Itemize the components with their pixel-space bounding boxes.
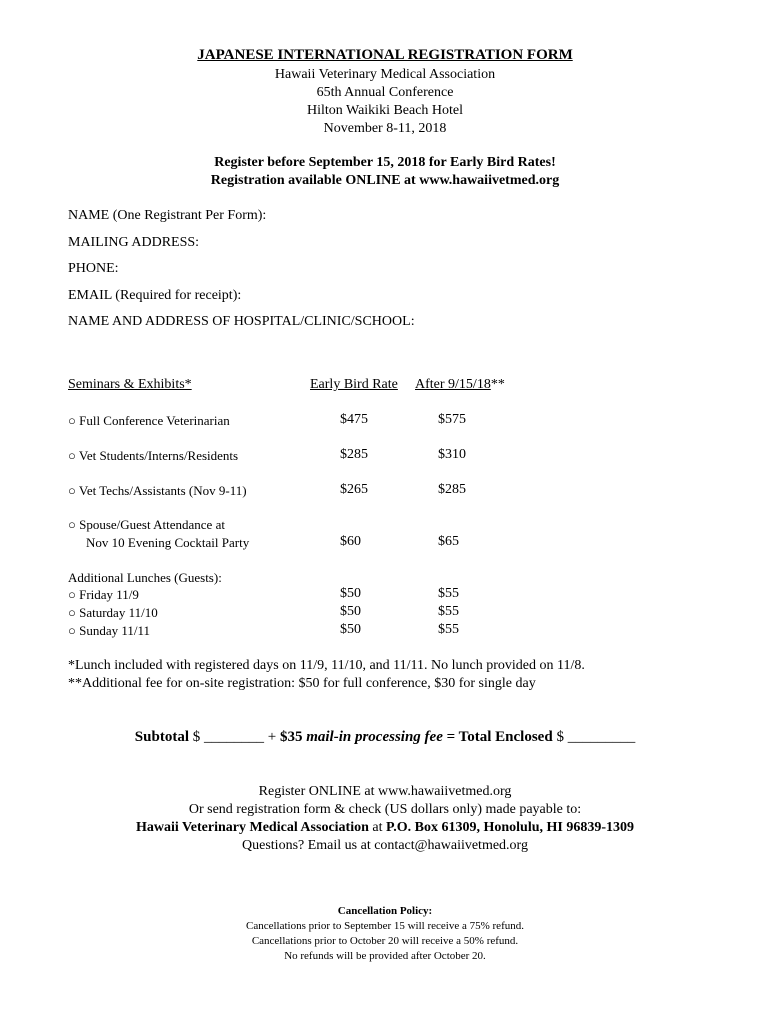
after-header xyxy=(415,377,505,393)
after-price: $310 xyxy=(438,447,466,462)
total-blank[interactable]: $ _________ xyxy=(556,729,636,745)
total-label: = Total Enclosed xyxy=(446,729,553,745)
after-price: $575 xyxy=(438,412,466,427)
seminars-header-label: Seminars & Exhibits* xyxy=(68,377,192,392)
early-price: $50 xyxy=(340,586,361,601)
header-line: Hilton Waikiki Beach Hotel xyxy=(306,103,464,118)
option-vet-techs[interactable]: ○ Vet Techs/Assistants (Nov 9-11) xyxy=(68,483,247,498)
phone-field[interactable]: PHONE: xyxy=(68,261,119,276)
form-title: JAPANESE INTERNATIONAL REGISTRATION FORM xyxy=(197,47,573,63)
early-bird-line: Register before September 15, 2018 for Early Bird Rates! xyxy=(214,155,556,170)
early-bird-header: Early Bird Rate xyxy=(310,377,398,392)
option-spouse-guest-detail: Nov 10 Evening Cocktail Party xyxy=(86,535,250,550)
option-spouse-guest[interactable]: ○ Spouse/Guest Attendance at xyxy=(68,517,225,532)
email-field[interactable]: EMAIL (Required for receipt): xyxy=(68,288,242,303)
after-price: $285 xyxy=(438,482,466,497)
footer-block xyxy=(0,783,770,855)
option-lunch-saturday[interactable]: ○ Saturday 11/10 xyxy=(68,605,158,620)
option-full-conference[interactable]: ○ Full Conference Veterinarian xyxy=(68,413,230,428)
after-price: $55 xyxy=(438,604,459,619)
processing-fee-text: mail-in processing fee xyxy=(306,729,443,745)
after-price: $65 xyxy=(438,534,459,549)
payable-line xyxy=(0,819,770,837)
questions-line: Questions? Email us at contact@hawaiivetmed.org xyxy=(242,838,528,853)
lunch-heading: Additional Lunches (Guests): xyxy=(68,570,222,585)
seminars-header xyxy=(68,377,192,393)
lunch-note: *Lunch included with registered days on 11/9, 11/10, and 11/11. No lunch provided on 11/8. xyxy=(68,658,585,673)
after-header-suffix: ** xyxy=(490,377,505,392)
after-header-label: After 9/15/18 xyxy=(415,377,491,392)
cancellation-block xyxy=(0,904,770,964)
early-price: $285 xyxy=(340,447,368,462)
mailing-address: P.O. Box 61309, Honolulu, HI 96839-1309 xyxy=(386,820,635,835)
option-lunch-friday[interactable]: ○ Friday 11/9 xyxy=(68,587,139,602)
header-block xyxy=(0,66,770,138)
processing-fee-amount: $35 xyxy=(279,729,303,745)
subtotal-label: Subtotal xyxy=(134,729,189,745)
total-line xyxy=(0,729,770,746)
at-word: at xyxy=(372,820,383,835)
early-price: $50 xyxy=(340,604,361,619)
org-name: Hawaii Veterinary Medical Association xyxy=(135,820,369,835)
onsite-fee-note: **Additional fee for on-site registration: $50 for full conference, $30 for single day xyxy=(68,676,536,691)
header-line: November 8-11, 2018 xyxy=(323,121,447,136)
register-online-line: Register ONLINE at www.hawaiivetmed.org xyxy=(258,784,512,799)
name-field[interactable]: NAME (One Registrant Per Form): xyxy=(68,208,267,223)
cancellation-line: No refunds will be provided after October 20. xyxy=(284,950,486,962)
early-price: $60 xyxy=(340,534,361,549)
option-vet-students[interactable]: ○ Vet Students/Interns/Residents xyxy=(68,448,239,463)
cancellation-line: Cancellations prior to October 20 will receive a 50% refund. xyxy=(251,935,519,947)
subtotal-blank[interactable]: $ ________ + xyxy=(192,729,277,745)
mailing-address-field[interactable]: MAILING ADDRESS: xyxy=(68,235,200,250)
header-line: Hawaii Veterinary Medical Association xyxy=(274,67,496,82)
header-line: 65th Annual Conference xyxy=(316,85,454,100)
early-price: $475 xyxy=(340,412,368,427)
send-line: Or send registration form & check (US dollars only) made payable to: xyxy=(188,802,582,817)
online-line: Registration available ONLINE at www.hawaiivetmed.org xyxy=(210,173,560,188)
after-price: $55 xyxy=(438,622,459,637)
early-bird-notice xyxy=(0,154,770,190)
early-price: $50 xyxy=(340,622,361,637)
hospital-field[interactable]: NAME AND ADDRESS OF HOSPITAL/CLINIC/SCHOOL: xyxy=(68,314,415,329)
cancellation-line: Cancellations prior to September 15 will receive a 75% refund. xyxy=(246,920,524,932)
after-price: $55 xyxy=(438,586,459,601)
option-lunch-sunday[interactable]: ○ Sunday 11/11 xyxy=(68,623,150,638)
early-price: $265 xyxy=(340,482,368,497)
cancellation-heading: Cancellation Policy: xyxy=(337,905,433,917)
